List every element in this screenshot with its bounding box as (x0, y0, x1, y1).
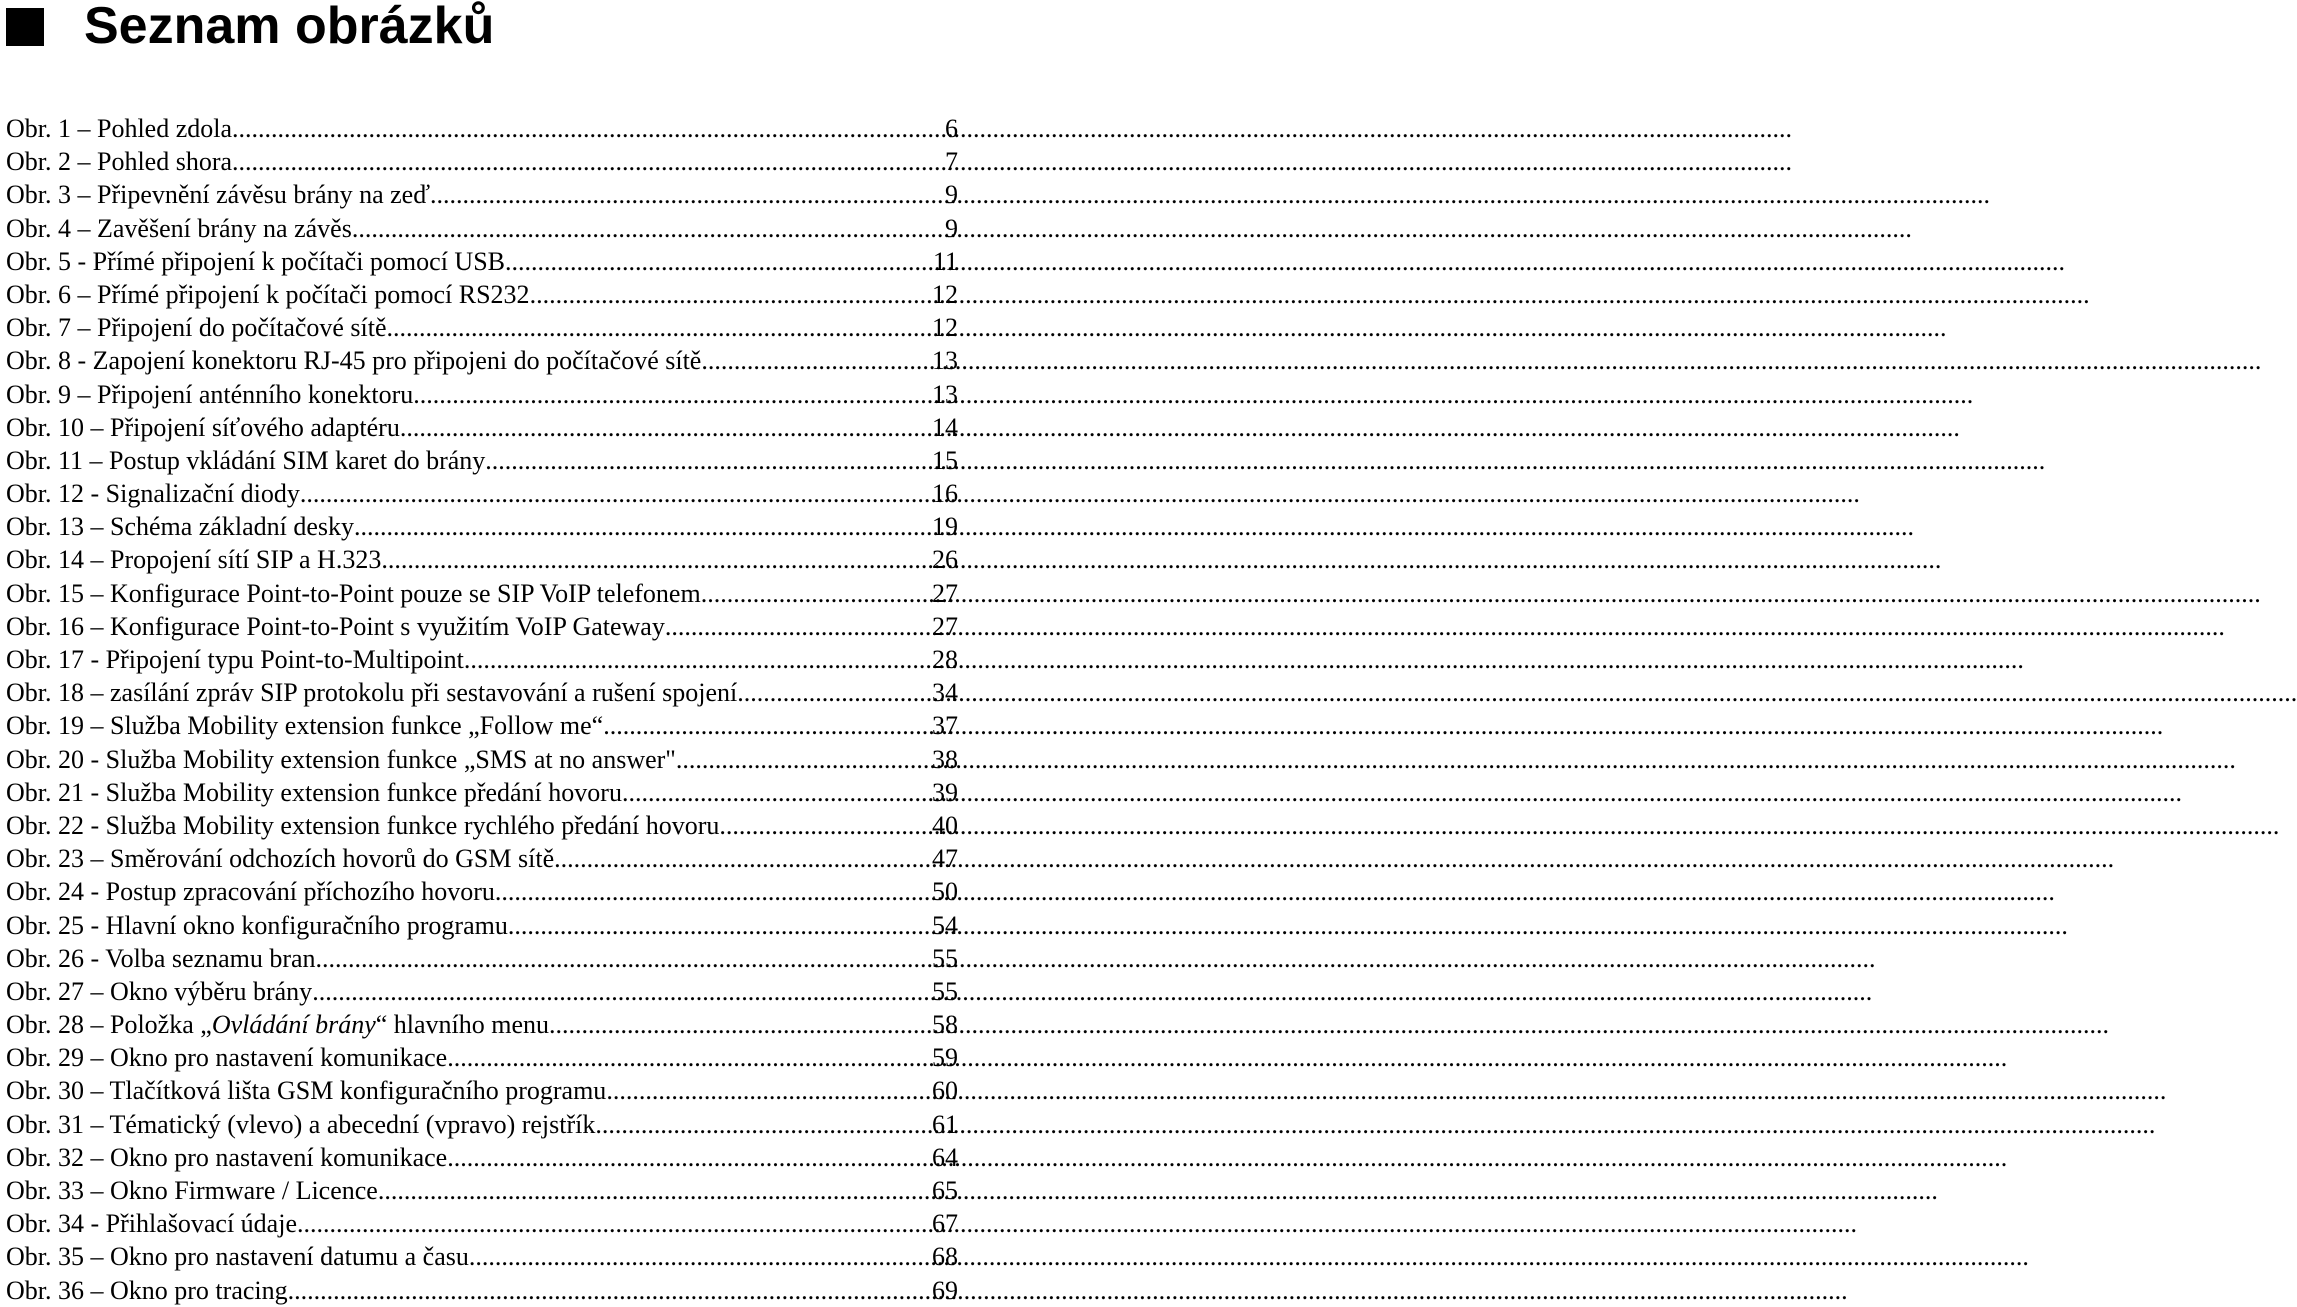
toc-entry[interactable] (6, 1008, 958, 1041)
toc-entry[interactable] (6, 776, 958, 809)
toc-dot-leader (352, 212, 945, 245)
toc-dot-leader (447, 1141, 932, 1174)
toc-entry-label-part: Obr. 28 – Položka „ (6, 1010, 212, 1040)
toc-entry-label: Obr. 14 – Propojení sítí SIP a H.323 (6, 545, 382, 575)
toc-dot-leader (603, 709, 932, 742)
toc-entry[interactable] (6, 145, 958, 178)
toc-page-number: 69 (932, 1275, 958, 1305)
list-of-figures (6, 112, 958, 1307)
toc-entry-label: Obr. 11 – Postup vkládání SIM karet do brány (6, 445, 486, 475)
toc-dot-leader (505, 245, 933, 278)
toc-entry-label: Obr. 13 – Schéma základní desky (6, 512, 355, 542)
toc-entry[interactable] (6, 178, 958, 211)
toc-page-number: 55 (932, 976, 958, 1006)
toc-page-number: 28 (932, 645, 958, 674)
toc-entry[interactable] (6, 245, 958, 278)
toc-entry-label: Obr. 24 - Postup zpracování příchozího hovoru (6, 877, 495, 907)
toc-entry-label: Obr. 23 – Směrování odchozích hovorů do GSM sítě (6, 844, 555, 874)
toc-entry[interactable] (6, 1274, 958, 1307)
toc-entry[interactable] (6, 1141, 958, 1174)
toc-dot-leader (469, 1240, 932, 1273)
toc-dot-leader (495, 875, 932, 908)
toc-entry-label: Obr. 4 – Zavěšení brány na závěs (6, 213, 352, 243)
toc-dot-leader (485, 444, 932, 477)
toc-page-number: 26 (932, 545, 958, 575)
toc-dot-leader (549, 1008, 932, 1041)
toc-entry[interactable] (6, 875, 958, 908)
toc-entry-label: Obr. 18 – zasílání zpráv SIP protokolu při sestavování a rušení spojení (6, 678, 738, 708)
toc-dot-leader (676, 743, 932, 776)
toc-entry[interactable] (6, 942, 958, 975)
toc-page-number: 68 (932, 1242, 958, 1272)
toc-entry-label: Obr. 10 – Připojení síťového adaptéru (6, 412, 400, 442)
toc-dot-leader (312, 975, 932, 1008)
toc-page-number: 58 (932, 1010, 958, 1040)
toc-entry[interactable] (6, 1174, 958, 1207)
toc-entry-label: Obr. 32 – Okno pro nastavení komunikace (6, 1142, 448, 1172)
toc-page-number: 27 (932, 611, 958, 641)
toc-entry[interactable] (6, 212, 958, 245)
toc-dot-leader (665, 610, 932, 643)
toc-entry-label (6, 1008, 549, 1041)
toc-entry[interactable] (6, 444, 958, 477)
toc-dot-leader (387, 311, 932, 344)
toc-entry[interactable] (6, 378, 958, 411)
toc-page-number: 13 (932, 379, 958, 409)
toc-page-number: 65 (932, 1176, 958, 1205)
toc-page-number: 11 (932, 246, 958, 276)
toc-dot-leader (554, 842, 932, 875)
toc-page-number: 9 (945, 213, 958, 243)
toc-entry[interactable] (6, 543, 958, 576)
toc-page-number: 39 (932, 777, 958, 807)
toc-entry-label: Obr. 27 – Okno výběru brány (6, 976, 313, 1006)
toc-entry-label: Obr. 26 - Volba seznamu bran (6, 943, 316, 973)
toc-entry-label: Obr. 31 – Tématický (vlevo) a abecední (vpravo) rejstřík (6, 1109, 596, 1139)
toc-dot-leader (300, 477, 932, 510)
toc-page-number: 12 (932, 279, 958, 309)
toc-entry-label: Obr. 15 – Konfigurace Point-to-Point pouze se SIP VoIP telefonem (6, 578, 701, 608)
toc-dot-leader (595, 1108, 932, 1141)
toc-entry-label: Obr. 34 - Přihlašovací údaje (6, 1209, 297, 1239)
toc-entry-label: Obr. 29 – Okno pro nastavení komunikace (6, 1043, 448, 1073)
toc-entry[interactable] (6, 278, 958, 311)
toc-entry[interactable] (6, 743, 958, 776)
toc-entry[interactable] (6, 1207, 958, 1240)
section-heading (0, 0, 960, 56)
toc-dot-leader (413, 378, 932, 411)
toc-entry[interactable] (6, 344, 958, 377)
toc-dot-leader (430, 178, 945, 211)
toc-entry[interactable] (6, 311, 958, 344)
toc-entry[interactable] (6, 643, 958, 676)
toc-entry-label: Obr. 12 - Signalizační diody (6, 479, 300, 509)
toc-page-number: 61 (932, 1109, 958, 1139)
toc-page-number: 50 (932, 877, 958, 907)
toc-dot-leader (447, 1041, 932, 1074)
toc-dot-leader (622, 776, 932, 809)
toc-entry[interactable] (6, 112, 958, 145)
toc-page-number: 59 (932, 1043, 958, 1073)
toc-entry-label: Obr. 36 – Okno pro tracing (6, 1275, 288, 1305)
toc-page-number: 37 (932, 711, 958, 741)
toc-entry-label: Obr. 6 – Přímé připojení k počítači pomocí RS232 (6, 279, 530, 309)
toc-page-number: 7 (945, 147, 958, 177)
toc-entry-label: Obr. 19 – Služba Mobility extension funkce „Follow me“ (6, 711, 604, 741)
toc-entry-label: Obr. 25 - Hlavní okno konfiguračního programu (6, 910, 508, 940)
toc-dot-leader (232, 112, 945, 145)
toc-entry[interactable] (6, 1108, 958, 1141)
toc-entry-label: Obr. 33 – Okno Firmware / Licence (6, 1176, 378, 1205)
toc-entry[interactable] (6, 842, 958, 875)
toc-entry[interactable] (6, 411, 958, 444)
toc-dot-leader (316, 942, 932, 975)
toc-entry[interactable] (6, 1240, 958, 1273)
toc-entry-label: Obr. 20 - Služba Mobility extension funkce „SMS at no answer" (6, 744, 676, 774)
toc-entry-label: Obr. 16 – Konfigurace Point-to-Point s využitím VoIP Gateway (6, 611, 665, 641)
toc-dot-leader (508, 909, 932, 942)
toc-entry-label: Obr. 22 - Služba Mobility extension funkce rychlého předání hovoru (6, 810, 720, 840)
toc-page-number: 67 (932, 1209, 958, 1239)
toc-dot-leader (464, 643, 932, 676)
toc-entry[interactable] (6, 1041, 958, 1074)
toc-page-number: 40 (932, 810, 958, 840)
toc-entry-label: Obr. 3 – Připevnění závěsu brány na zeď (6, 180, 431, 210)
toc-entry[interactable] (6, 975, 958, 1008)
toc-entry-label: Obr. 5 - Přímé připojení k počítači pomocí USB (6, 246, 505, 276)
toc-page-number: 54 (932, 910, 958, 940)
toc-page-number: 12 (932, 313, 958, 343)
toc-dot-leader (297, 1207, 932, 1240)
toc-entry-label: Obr. 21 - Služba Mobility extension funkce předání hovoru (6, 777, 622, 807)
toc-page-number: 55 (932, 943, 958, 973)
toc-dot-leader (719, 809, 932, 842)
toc-dot-leader (606, 1074, 932, 1107)
toc-dot-leader (232, 145, 945, 178)
toc-page-number: 14 (932, 412, 958, 442)
toc-entry[interactable] (6, 477, 958, 510)
toc-dot-leader (381, 543, 932, 576)
toc-page-number: 9 (945, 180, 958, 210)
toc-page-number: 13 (932, 346, 958, 376)
toc-page-number: 27 (932, 578, 958, 608)
toc-entry-label: Obr. 17 - Připojení typu Point-to-Multipoint (6, 645, 464, 674)
toc-page-number: 38 (932, 744, 958, 774)
toc-dot-leader (737, 676, 932, 709)
toc-entry[interactable] (6, 909, 958, 942)
toc-dot-leader (400, 411, 932, 444)
toc-entry-label-emphasis: Ovládání brány (211, 1010, 376, 1040)
toc-dot-leader (354, 510, 932, 543)
toc-page-number: 6 (945, 114, 958, 143)
toc-entry[interactable] (6, 577, 958, 610)
toc-page-number: 16 (932, 479, 958, 509)
toc-entry-label: Obr. 35 – Okno pro nastavení datumu a času (6, 1242, 469, 1272)
toc-page-number: 47 (932, 844, 958, 874)
toc-page-number: 19 (932, 512, 958, 542)
toc-dot-leader (701, 344, 932, 377)
toc-dot-leader (701, 577, 932, 610)
toc-entry-label: Obr. 9 – Připojení anténního konektoru (6, 379, 414, 409)
toc-entry[interactable] (6, 809, 958, 842)
toc-dot-leader (530, 278, 932, 311)
toc-entry-label: Obr. 2 – Pohled shora (6, 147, 233, 177)
toc-page-number: 15 (932, 445, 958, 475)
toc-entry[interactable] (6, 610, 958, 643)
toc-entry-label: Obr. 1 – Pohled zdola (6, 114, 233, 143)
toc-page-number: 60 (932, 1076, 958, 1106)
page-title: Seznam obrázků (84, 0, 495, 55)
toc-entry[interactable] (6, 709, 958, 742)
toc-page-number: 34 (932, 678, 958, 708)
toc-entry-label: Obr. 8 - Zapojení konektoru RJ-45 pro připojeni do počítačové sítě (6, 346, 702, 376)
toc-entry[interactable] (6, 510, 958, 543)
toc-dot-leader (378, 1174, 932, 1207)
toc-page-number: 64 (932, 1142, 958, 1172)
heading-bullet-square (6, 8, 44, 46)
toc-entry[interactable] (6, 1074, 958, 1107)
toc-dot-leader (288, 1274, 932, 1307)
toc-entry-label: Obr. 7 – Připojení do počítačové sítě (6, 313, 387, 343)
toc-entry-label-part: “ hlavního menu (375, 1010, 550, 1040)
toc-entry-label: Obr. 30 – Tlačítková lišta GSM konfiguračního programu (6, 1076, 607, 1106)
toc-entry[interactable] (6, 676, 958, 709)
